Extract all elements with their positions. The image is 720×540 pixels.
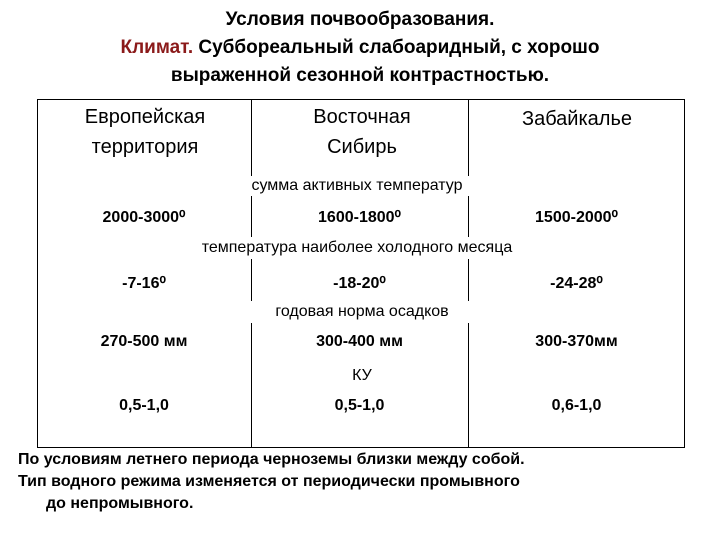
header-transbaikal: Забайкалье [521,108,633,130]
value-european-ku: 0,5-1,0 [119,397,169,414]
value-siberia-precipitation: 300-400 мм [316,333,403,350]
header-european: Европейская территория [84,106,206,158]
section-label-precipitation: годовая норма осадков [232,301,492,323]
value-siberia-active-temp: 1600-1800⁰ [318,209,401,226]
value-siberia-cold-month: -18-20⁰ [333,275,386,292]
value-transbaikal-ku: 0,6-1,0 [551,397,602,414]
value-european-precipitation: 270-500 мм [100,333,188,350]
header-east-siberia: Восточная Сибирь [313,106,411,158]
section-label-ku: КУ [327,365,397,387]
footer-line-1: По условиям летнего периода черноземы близки между собой. [18,451,525,468]
title-climate-text: Суббореальный слабоаридный, с хорошо [193,37,600,58]
footer-line-2: Тип водного режима изменяется от периодически промывного [18,473,520,490]
value-european-active-temp: 2000-3000⁰ [102,209,186,226]
value-transbaikal-precipitation: 300-370мм [535,333,618,350]
slide-title [0,6,720,90]
climate-table [37,99,685,448]
title-line-3: выраженной сезонной контрастностью. [170,65,550,86]
table-border-top [37,99,685,100]
value-european-cold-month: -7-16⁰ [122,275,166,292]
section-label-active-temp: сумма активных температур [157,176,557,196]
value-siberia-ku: 0,5-1,0 [334,397,385,414]
footer-line-3: до непромывного. [46,495,194,512]
title-line-2 [0,34,720,62]
section-label-cold-month: температура наиболее холодного месяца [127,237,587,259]
table-border-bottom [37,447,685,448]
footer-note [18,449,708,515]
value-transbaikal-cold-month: -24-28⁰ [550,275,603,292]
title-climate-label: Климат. [120,37,194,58]
title-line-1: Условия почвообразования. [225,9,495,30]
value-transbaikal-active-temp: 1500-2000⁰ [535,209,618,226]
